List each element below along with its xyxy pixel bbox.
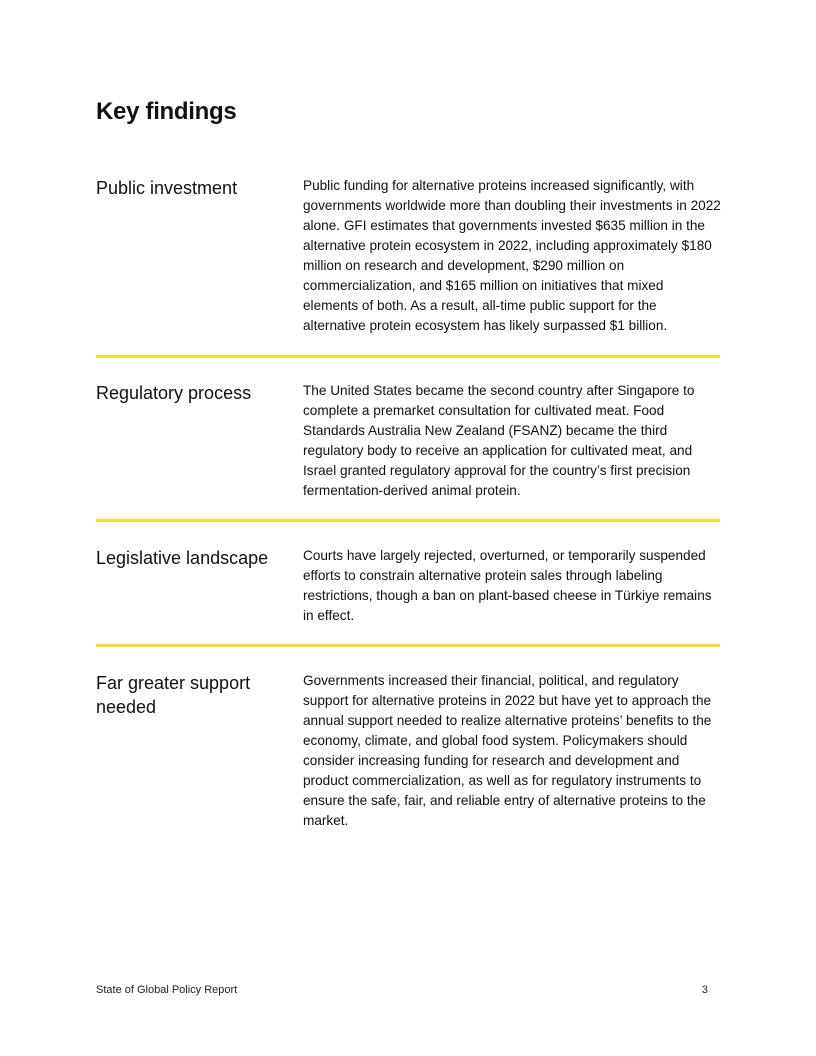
finding-heading: Public investment bbox=[96, 178, 238, 198]
finding-body: Public funding for alternative proteins increased significantly, with governments worldwide more than doubling their investments in 2022 alone. GFI estimates that governments invested $635 million in the alternative protein ecosystem in 2022, including approximately $180 million on research and development, $290 million on commercialization, and $165 million on initiatives that mixed elements of both. As a result, all-time public support for the alternative protein ecosystem has likely surpassed $1 billion. bbox=[303, 178, 721, 333]
section-divider bbox=[96, 644, 720, 647]
section-divider bbox=[96, 355, 720, 358]
finding-heading: Regulatory process bbox=[96, 383, 252, 403]
section-divider bbox=[96, 519, 720, 522]
finding-body: Governments increased their financial, political, and regulatory support for alternative proteins in 2022 but have yet to approach the annual support needed to realize alternative proteins’ benefits to the economy, climate, and global food system. Policymakers should consider increasing funding for research and development and product commercialization, as well as for regulatory instruments to ensure the safe, fair, and reliable entry of alternative proteins to the market. bbox=[303, 673, 712, 828]
finding-body: Courts have largely rejected, overturned, or temporarily suspended efforts to constrain alternative protein sales through labeling restrictions, though a ban on plant-based cheese in Türkiye remains in effect. bbox=[303, 548, 712, 623]
footer-report-title: State of Global Policy Report bbox=[96, 984, 238, 996]
finding-heading: Legislative landscape bbox=[96, 548, 269, 568]
page-number: 3 bbox=[701, 984, 708, 996]
finding-body: The United States became the second country after Singapore to complete a premarket consultation for cultivated meat. Food Standards Australia New Zealand (FSANZ) became the third regulatory body to receive an application for cultivated meat, and Israel granted regulatory approval for the country’s first precision fermentation-derived animal protein. bbox=[303, 383, 695, 498]
page-title: Key findings bbox=[96, 98, 237, 125]
finding-heading: Far greater support needed bbox=[96, 673, 251, 717]
